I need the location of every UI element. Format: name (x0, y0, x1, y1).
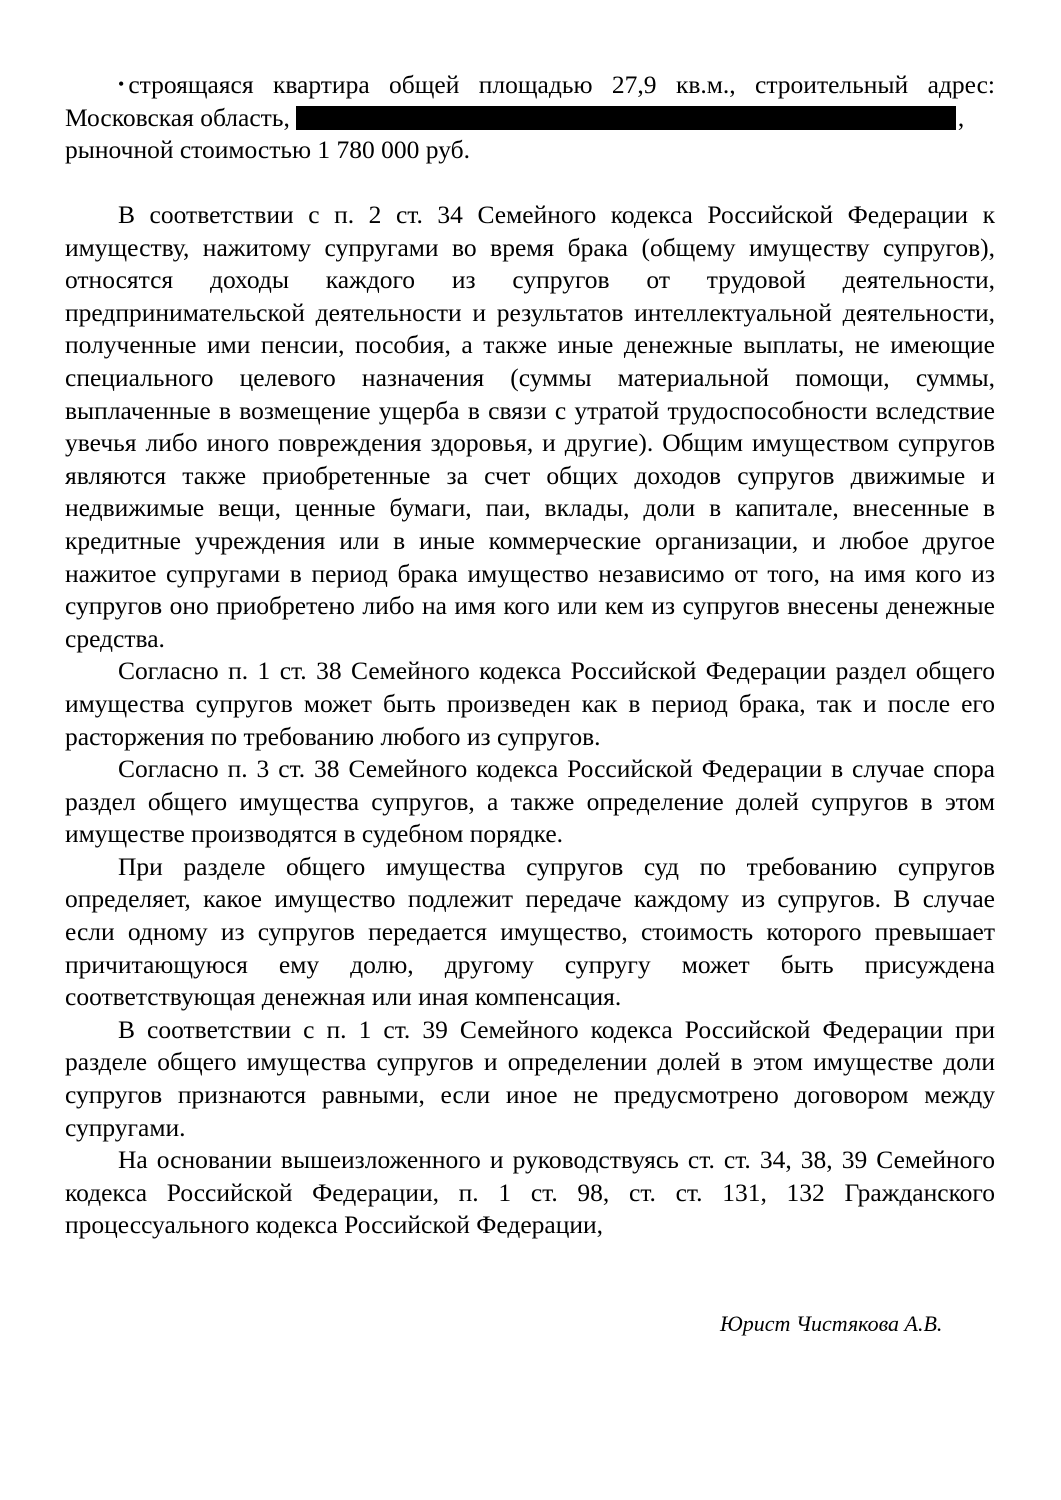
property-bullet (65, 68, 995, 167)
paragraph-grounds: На основании вышеизложенного и руководствуясь ст. ст. 34, 38, 39 Семейного кодекса Российской Федерации, п. 1 ст. 98, ст. ст. 131, 132 Гражданского процессуального кодекса Российской Федерации, (65, 1145, 995, 1240)
bullet-icon: • (118, 74, 125, 94)
redacted-address-block (296, 106, 956, 130)
bullet-line-3: рыночной стоимостью 1 780 000 руб. (65, 135, 470, 165)
bullet-line-2-tail: , (957, 102, 965, 132)
paragraph-division: При разделе общего имущества супругов суд по требованию супругов определяет, какое имущество подлежит передаче каждому из супругов. В случае если одному из супругов передается имущество, стоимость которого превышает причитающуюся ему долю, другому супругу может быть присуждена соответствующая денежная или иная компенсация. (65, 851, 995, 1012)
bullet-line-1: строящаяся квартира общей площадью 27,9 кв.м., строительный адрес: (128, 70, 995, 99)
signature-line: Юрист Чистякова А.В. (720, 1311, 943, 1336)
paragraph-sk-39: В соответствии с п. 1 ст. 39 Семейного кодекса Российской Федерации при разделе общего имущества супругов и определении долей в этом имуществе доли супругов признаются равными, если иное не предусмотрено договором между супругами. (65, 1014, 995, 1142)
body-text (65, 199, 995, 1242)
bullet-line-2: Московская область, (65, 102, 290, 132)
paragraph-sk-38-3: Согласно п. 3 ст. 38 Семейного кодекса Российской Федерации в случае спора раздел общего имущества супругов, а также определение долей супругов в этом имуществе производятся в судебном порядке. (65, 754, 995, 849)
paragraph-sk-34: В соответствии с п. 2 ст. 34 Семейного кодекса Российской Федерации к имуществу, нажитому супругами во время брака (общему имуществу супругов), относятся доходы каждого из супругов от трудовой деятельности, предпринимательской деятельности и результатов интеллектуальной деятельности, полученные ими пенсии, пособия, а также иные денежные выплаты, не имеющие специального целевого назначения (суммы материальной помощи, суммы, выплаченные в возмещение ущерба в связи с утратой трудоспособности вследствие увечья либо иного повреждения здоровья, и другие). Общим имуществом супругов являются также приобретенные за счет общих доходов супругов движимые и недвижимые вещи, ценные бумаги, паи, вклады, доли в капитале, внесенные в кредитные учреждения или в иные коммерческие организации, и любое другое нажитое супругами в период брака имущество независимо от того, на имя кого из супругов оно приобретено либо на имя кого или кем из супругов внесены денежные средства. (65, 200, 995, 653)
paragraph-sk-38-1: Согласно п. 1 ст. 38 Семейного кодекса Российской Федерации раздел общего имущества супругов может быть произведен как в период брака, так и после его расторжения по требованию любого из супругов. (65, 656, 995, 751)
